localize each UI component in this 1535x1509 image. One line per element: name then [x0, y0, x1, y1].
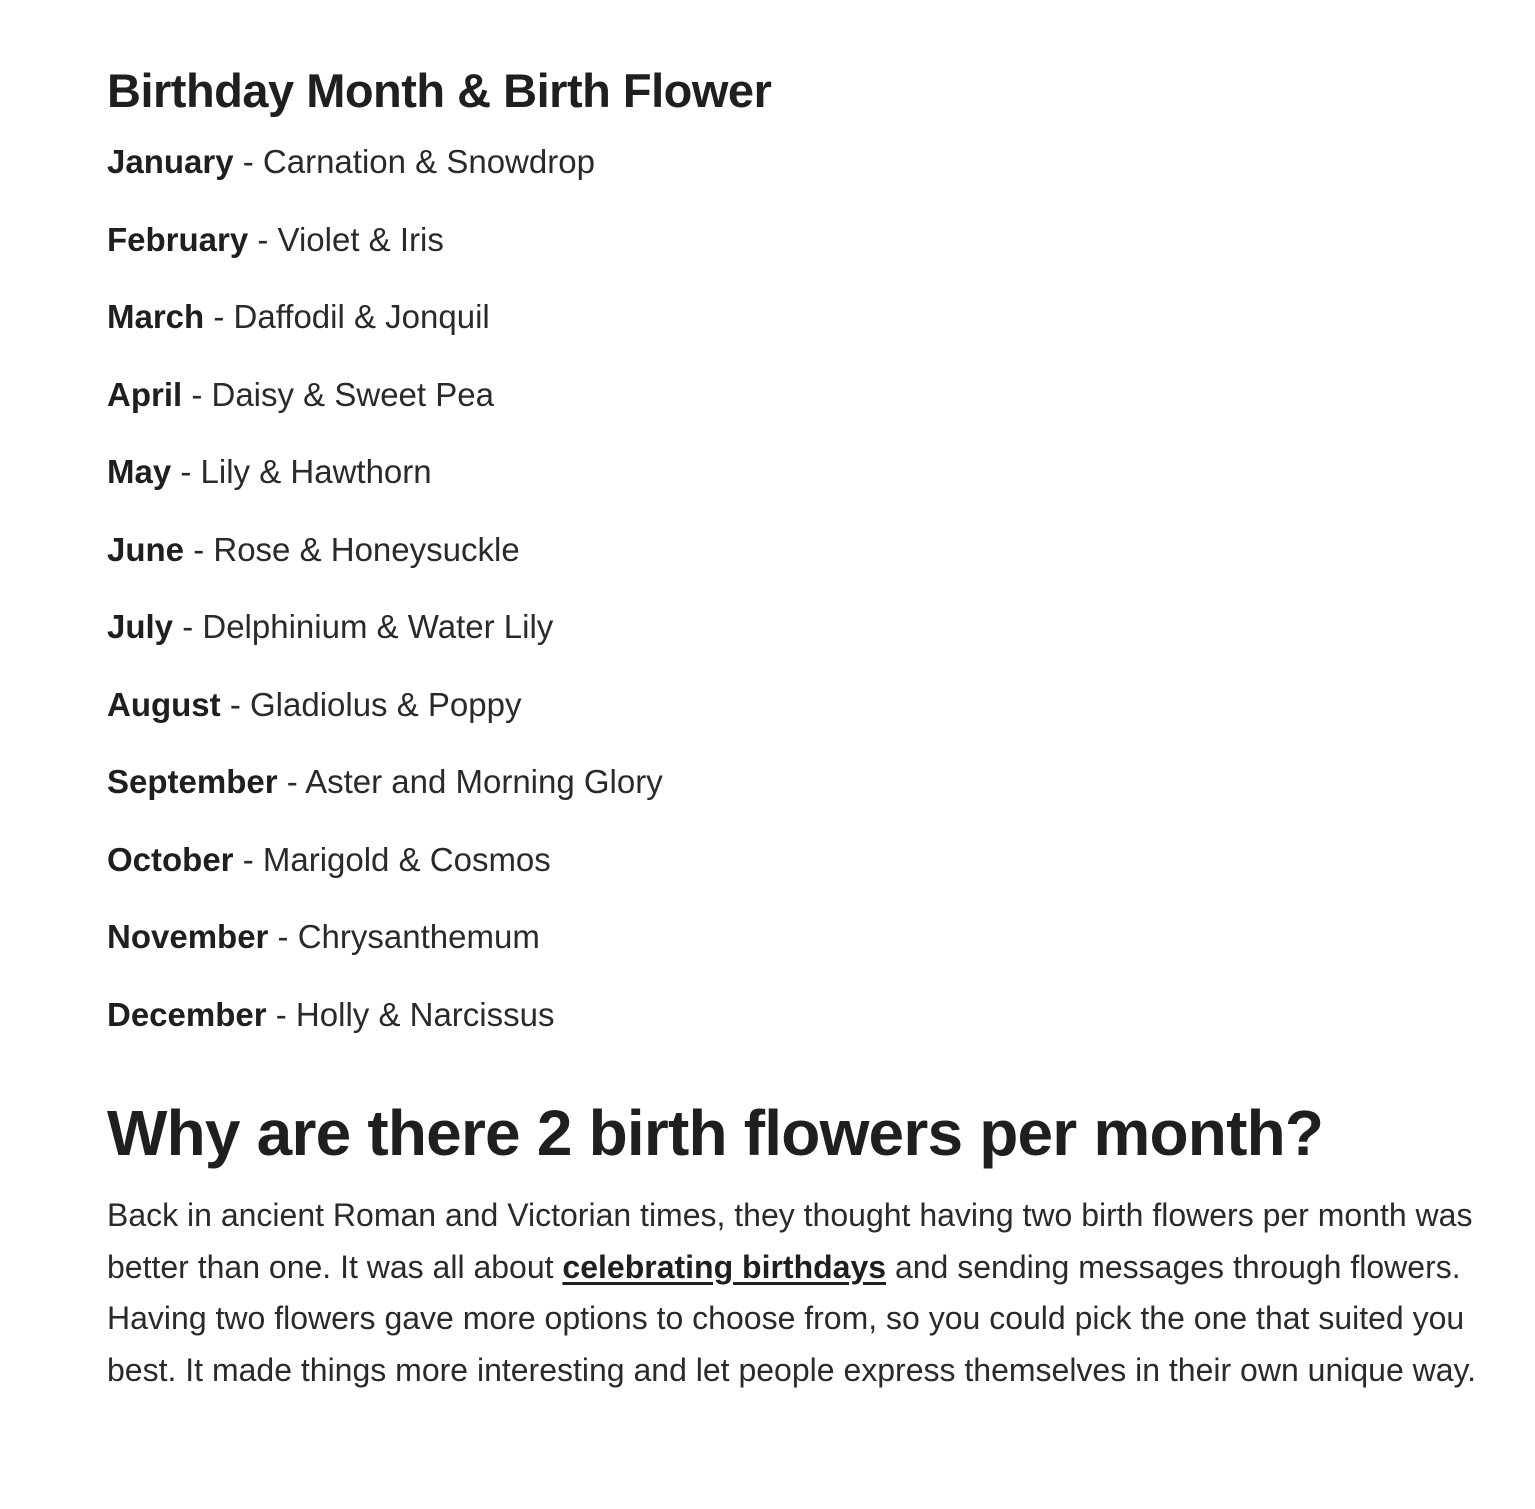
flower-names: Violet & Iris [277, 220, 444, 258]
separator: - [204, 298, 234, 335]
list-item-september [107, 762, 1497, 840]
faq-title: Why are there 2 birth flowers per month? [107, 1097, 1324, 1169]
month-name: February [107, 220, 249, 258]
separator: - [266, 995, 296, 1033]
list-item-january [107, 142, 1497, 220]
separator: - [233, 840, 263, 878]
list-item-november [107, 917, 1497, 995]
article-content [107, 58, 1497, 1396]
list-item-october [107, 840, 1497, 918]
separator: - [171, 453, 201, 490]
separator: - [268, 918, 298, 955]
flower-names: Daffodil & Jonquil [233, 298, 490, 335]
list-item-april [107, 375, 1497, 453]
separator: - [233, 143, 263, 180]
separator: - [173, 608, 203, 645]
celebrating-birthdays-link[interactable]: celebrating birthdays [562, 1248, 887, 1285]
month-name: August [107, 685, 221, 723]
section-title-birth-flowers: Birthday Month & Birth Flower [107, 64, 772, 117]
list-item-may [107, 452, 1497, 530]
month-name: May [107, 453, 172, 490]
month-name: April [107, 375, 183, 413]
list-item-december [107, 995, 1497, 1073]
separator: - [277, 763, 306, 800]
faq-paragraph [107, 1190, 1487, 1396]
list-item-february [107, 220, 1497, 298]
flower-names: Gladiolus & Poppy [249, 685, 522, 723]
separator: - [248, 220, 278, 258]
list-item-july [107, 607, 1497, 685]
paragraph-text-after-link: and sending messages through flowers. Having two flowers gave more options to choose from, so you could pick the one that suited you best. It made things more interesting and let people express themselves in their own unique way. [107, 1248, 1477, 1388]
month-name: November [107, 918, 269, 955]
month-name: March [107, 298, 205, 335]
month-name: June [107, 530, 185, 568]
flower-names: Rose & Honeysuckle [213, 530, 520, 568]
flower-names: Holly & Narcissus [295, 995, 555, 1033]
list-item-june [107, 530, 1497, 608]
birth-flower-list [107, 142, 1497, 1072]
separator: - [182, 375, 212, 413]
list-item-august [107, 685, 1497, 763]
month-name: January [107, 143, 234, 180]
flower-names: Aster and Morning Glory [305, 763, 663, 800]
month-name: July [107, 608, 174, 645]
flower-names: Marigold & Cosmos [262, 840, 551, 878]
flower-names: Daisy & Sweet Pea [211, 375, 494, 413]
month-name: October [107, 840, 234, 878]
month-name: December [107, 995, 267, 1033]
flower-names: Lily & Hawthorn [200, 453, 432, 490]
separator: - [220, 685, 250, 723]
paragraph-text-before-link: Back in ancient Roman and Victorian times, they thought having two birth flowers per month was better than one. It was all about [107, 1197, 1473, 1285]
flower-names: Carnation & Snowdrop [262, 143, 595, 180]
flower-names: Delphinium & Water Lily [202, 608, 554, 645]
list-item-march [107, 297, 1497, 375]
separator: - [184, 530, 214, 568]
flower-names: Chrysanthemum [297, 918, 540, 955]
month-name: September [107, 763, 278, 800]
